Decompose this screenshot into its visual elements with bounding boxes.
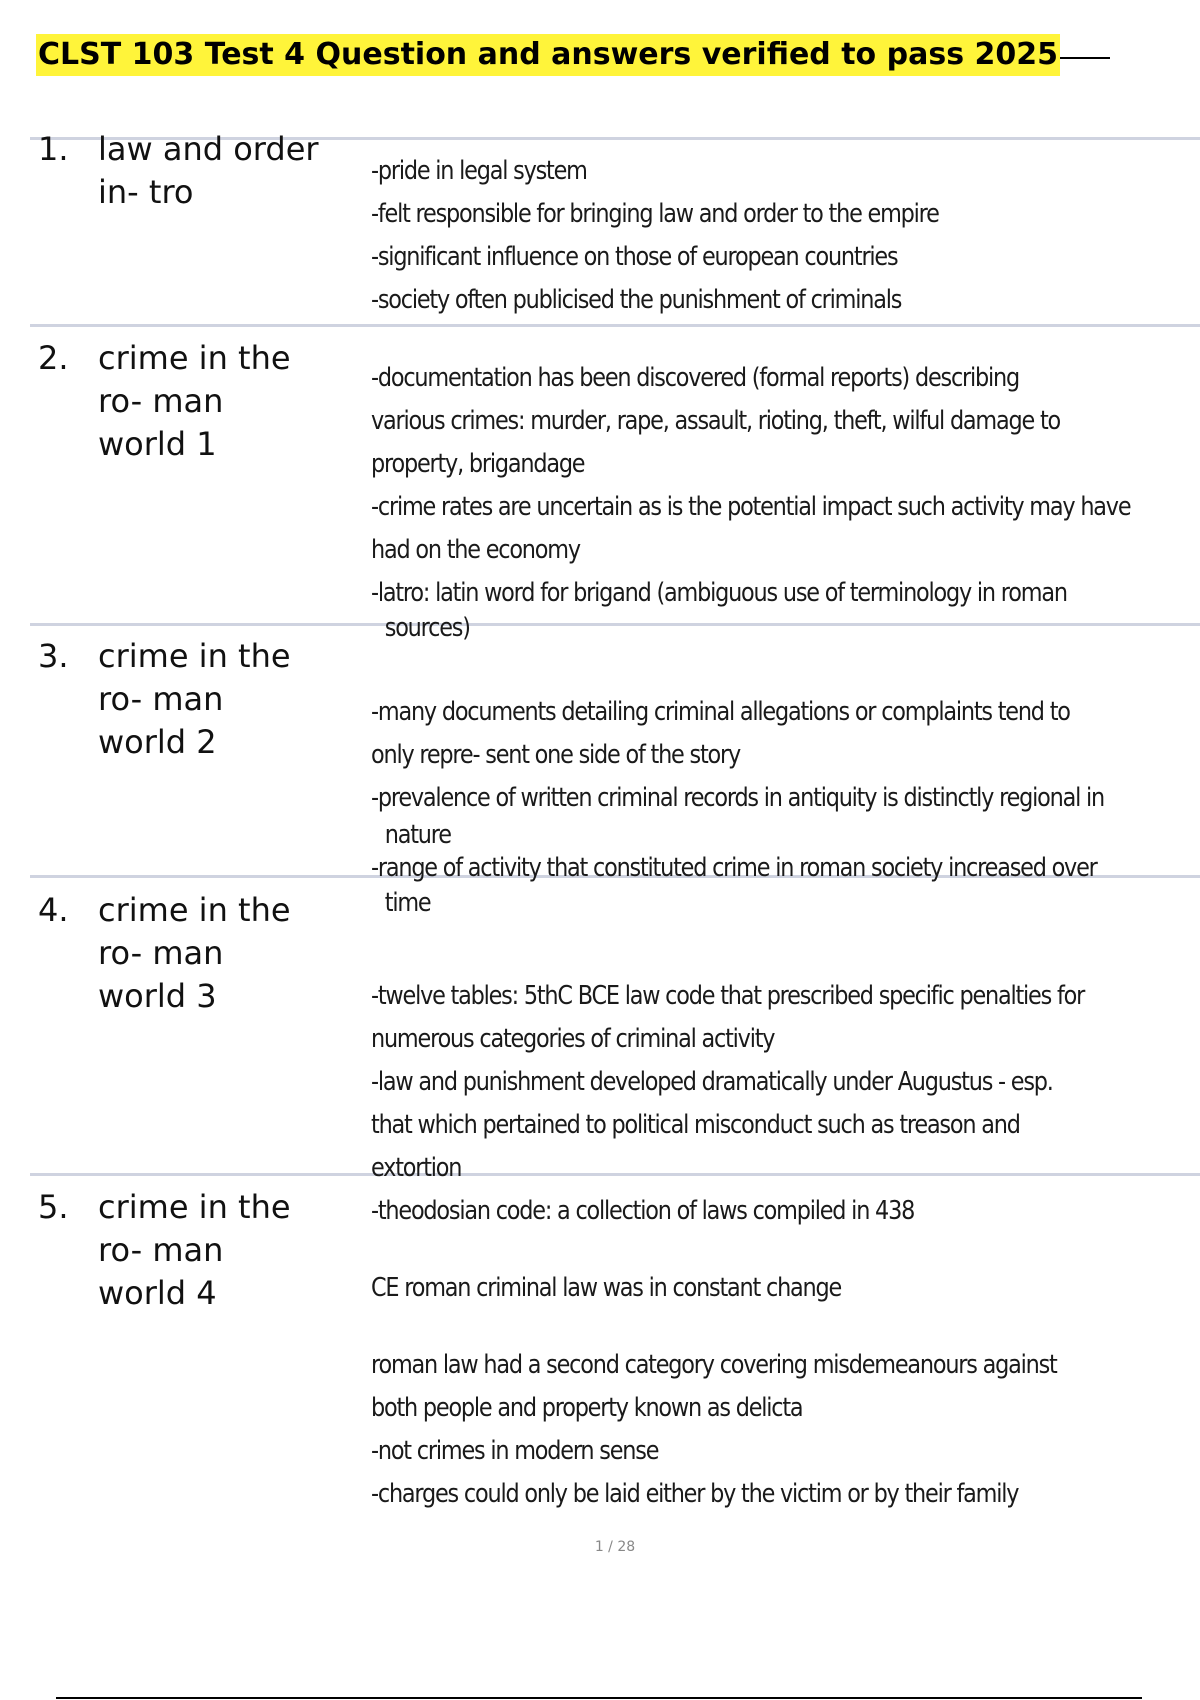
definition-line: -prevalence of written criminal records in antiquity is distinctly regional in	[371, 783, 1104, 813]
card-term-text: crime in the ro- man world 3	[98, 891, 291, 1015]
card-term-text: crime in the ro- man world 1	[98, 339, 291, 463]
definition-line: -felt responsible for bringing law and order to the empire	[371, 199, 939, 229]
footer-rule	[56, 1697, 1142, 1699]
flashcard-term	[38, 337, 348, 466]
flashcard-definition	[371, 357, 1197, 650]
paragraph-gap	[371, 1310, 1197, 1344]
definition-line: CE roman criminal law was in constant change	[371, 1273, 842, 1303]
definition-line: -pride in legal system	[371, 156, 587, 186]
definition-line: -documentation has been discovered (formal reports) describing	[371, 363, 1019, 393]
definition-line: extortion	[371, 1153, 462, 1183]
card-number: 5.	[38, 1188, 69, 1226]
definition-line: time	[384, 888, 431, 918]
flashcard-term	[38, 889, 348, 1018]
definition-line: -significant influence on those of european countries	[371, 242, 898, 272]
page-number: 1 / 28	[594, 1539, 636, 1555]
card-number: 4.	[38, 891, 69, 929]
flashcard-term	[38, 1186, 348, 1315]
definition-line: -charges could only be laid either by the victim or by their family	[371, 1479, 1019, 1509]
card-term-text: crime in the ro- man world 2	[98, 637, 291, 761]
document-title: CLST 103 Test 4 Question and answers verified to pass 2025	[36, 34, 1060, 76]
definition-line: -law and punishment developed dramatically under Augustus - esp.	[371, 1067, 1053, 1097]
flashcard-term	[38, 635, 348, 764]
definition-line: had on the economy	[371, 535, 580, 565]
card-number: 2.	[38, 339, 69, 377]
definition-line: various crimes: murder, rape, assault, rioting, theft, wilful damage to	[371, 406, 1060, 436]
card-number: 3.	[38, 637, 69, 675]
row-divider	[30, 324, 1200, 327]
definition-line: -society often publicised the punishment of criminals	[371, 285, 902, 315]
definition-line: numerous categories of criminal activity	[371, 1024, 775, 1054]
definition-line: only repre- sent one side of the story	[371, 740, 741, 770]
definition-line: roman law had a second category covering misdemeanours against	[371, 1350, 1057, 1380]
paragraph-gap	[371, 1233, 1197, 1267]
definition-line: both people and property known as delicta	[371, 1393, 803, 1423]
definition-line: nature	[384, 820, 451, 850]
definition-line: property, brigandage	[371, 449, 585, 479]
definition-line: sources)	[384, 613, 470, 643]
definition-line: -crime rates are uncertain as is the potential impact such activity may have	[371, 492, 1131, 522]
card-term-text: crime in the ro- man world 4	[98, 1188, 291, 1312]
definition-line: -many documents detailing criminal allegations or complaints tend to	[371, 697, 1070, 727]
flashcard-definition	[371, 1190, 1197, 1516]
definition-line: -twelve tables: 5thC BCE law code that prescribed specific penalties for	[371, 981, 1085, 1011]
definition-line: -not crimes in modern sense	[371, 1436, 659, 1466]
card-term-text: law and order in- tro	[98, 130, 319, 211]
definition-line: that which pertained to political misconduct such as treason and	[371, 1110, 1020, 1140]
card-number: 1.	[38, 130, 69, 168]
title-trailing-rule	[1060, 57, 1110, 59]
flashcard-definition	[371, 975, 1197, 1190]
flashcard-definition	[371, 691, 1197, 925]
flashcard-definition	[371, 150, 1197, 322]
definition-line: -range of activity that constituted crime in roman society increased over	[371, 853, 1097, 883]
definition-line: -latro: latin word for brigand (ambiguous use of terminology in roman	[371, 578, 1067, 608]
flashcard-term	[38, 128, 348, 214]
definition-line: -theodosian code: a collection of laws compiled in 438	[371, 1196, 915, 1226]
document-title-block	[36, 34, 1110, 76]
